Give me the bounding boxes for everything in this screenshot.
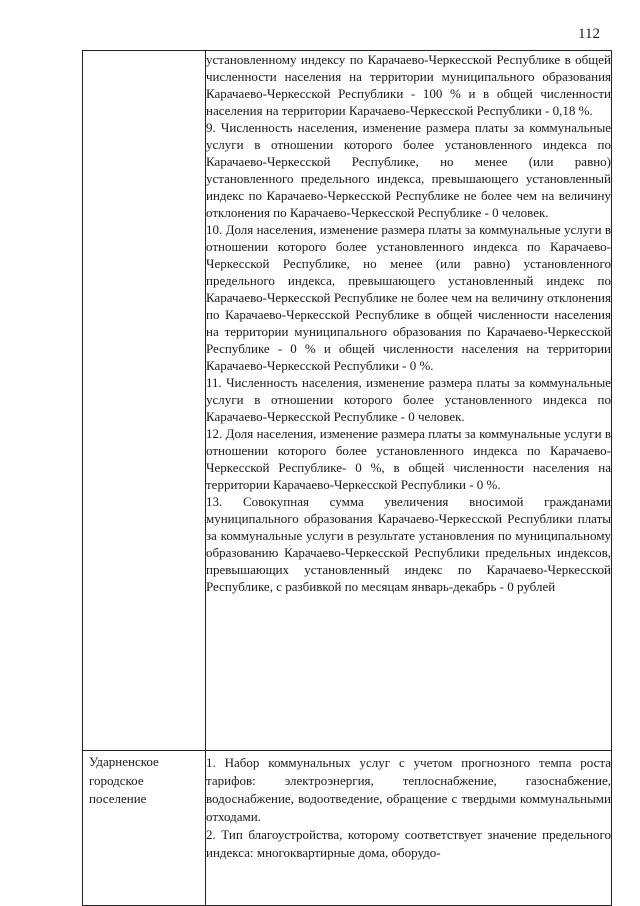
indicators-cell [206, 51, 612, 751]
settlement-cell [83, 51, 206, 751]
indicator-item-13: 13. Совокупная сумма увеличения вносимой гражданами муниципального образования Карачаево-Черкесской Республики платы за коммунальные услуги в результате установления по муниципальному образованию Карачаево-Черкесской Республики предельных индексов, превышающих установленный индекс по Карачаево-Черкесской Республике, с разбивкой по месяцам январь-декабрь - 0 рублей [206, 494, 611, 594]
indicator-item-9: 9. Численность населения, изменение размера платы за коммунальные услуги в отношении которого более установленного индекса по Карачаево-Черкесской Республике, но менее (или равно) установленного предельного индекса, превышающего установленный индекс по Карачаево-Черкесской Республике не более чем на величину отклонения по Карачаево-Черкесской Республике - 0 человек. [206, 120, 611, 220]
indicator-continuation: установленному индексу по Карачаево-Черкесской Республике в общей численности населения на территории муниципального образования Карачаево-Черкесской Республики - 100 % и в общей численности населения на территории Карачаево-Черкесской Республики - 0,18 %. [206, 52, 611, 118]
settlement-name [83, 51, 205, 53]
settlements-table [82, 50, 612, 906]
indicator-item-10: 10. Доля населения, изменение размера платы за коммунальные услуги в отношении которого более установленного индекса по Карачаево-Черкесской Республике, но менее (или равно) установленного предельного индекса, превышающего установленный индекс по Карачаево-Черкесской Республике не более чем на величину отклонения по Карачаево-Черкесской Республике в общей численности населения на территории муниципального образования по Карачаево-Черкесской Республике - 0 % и общей численности населения на территории Карачаево-Черкесской Республики - 0 %. [206, 222, 611, 373]
page-number: 112 [578, 26, 600, 42]
settlement-name: Ударненское городское поселение [89, 754, 159, 806]
indicator-item-1: 1. Набор коммунальных услуг с учетом прогнозного темпа роста тарифов: электроэнергия, теплоснабжение, газоснабжение, водоснабжение, водоотведение, обращение с твердыми коммунальными отходами. [206, 755, 611, 824]
indicators-cell [206, 751, 612, 906]
indicator-item-12: 12. Доля населения, изменение размера платы за коммунальные услуги в отношении которого более установленного индекса по Карачаево-Черкесской Республике- 0 %, в общей численности населения на территории Карачаево-Черкесской Республики - 0 %. [206, 426, 611, 492]
settlement-cell [83, 751, 206, 906]
indicator-item-11: 11. Численность населения, изменение размера платы за коммунальные услуги в отношении которого более установленного индекса по Карачаево-Черкесской Республике - 0 человек. [206, 375, 611, 424]
table-row [83, 751, 612, 906]
indicator-item-2: 2. Тип благоустройства, которому соответствует значение предельного индекса: многоквартирные дома, оборудо- [206, 827, 611, 860]
table-row [83, 51, 612, 751]
